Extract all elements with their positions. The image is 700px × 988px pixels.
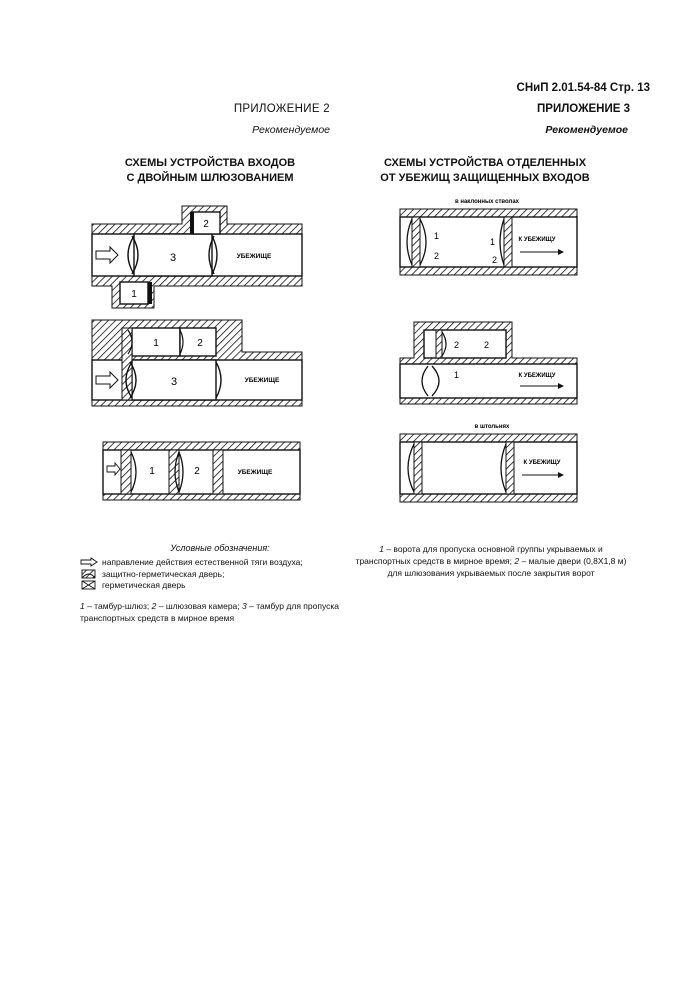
legend-item-airflow [80,557,360,567]
caption-number: 2 [151,601,157,611]
legend-item-blast-door [80,569,360,579]
double-airlock-scheme-3 [95,440,310,504]
appendix-3-caption [355,543,627,579]
shelter-label: УБЕЖИЩЕ [236,253,272,260]
shelter-label: УБЕЖИЩЕ [237,469,273,476]
legend-text: герметическая дверь [102,580,186,590]
room-label-1: 1 [153,338,159,349]
caption-text: – малые двери (0,8Х1,8 м) для шлюзования укрываемых после закрытия ворот [387,556,627,578]
room-label-1: 1 [131,289,137,300]
double-airlock-scheme-2 [82,318,312,416]
legend-heading: Условные обозначения: [170,543,270,553]
appendix-3-title-line2: ОТ УБЕЖИЩ ЗАЩИЩЕННЫХ ВХОДОВ [380,172,590,184]
legend-item-hermetic-door [80,580,360,590]
caption-number: 2 [514,556,520,566]
caption-text: – ворота для пропуска основной группы укрываемых и транспортных средств в мирное время; [355,544,603,566]
caption-number: 1 [80,601,85,611]
appendix-3-title-line1: СХЕМЫ УСТРОЙСТВА ОТДЕЛЕННЫХ [383,157,587,169]
hermetic-door-icon [80,580,98,590]
separate-entrance-scheme-1 [392,195,592,287]
to-shelter-label: К УБЕЖИЩУ [523,460,561,466]
room-label-3: 3 [169,252,177,264]
callout-1: 1 [434,231,440,241]
callout-1: 1 [454,370,460,380]
to-shelter-label: К УБЕЖИЩУ [518,237,556,243]
room-label-2: 2 [203,219,209,230]
appendix-2-status: Рекомендуемое [252,124,330,136]
double-airlock-scheme-1 [82,200,312,316]
callout-2: 2 [484,340,490,350]
caption-text: – тамбур-шлюз; [84,601,152,611]
room-label-1: 1 [149,466,155,477]
appendix-2-title-line1: СХЕМЫ УСТРОЙСТВА ВХОДОВ [124,157,296,169]
page-reference: СНиП 2.01.54-84 Стр. 13 [516,82,650,94]
to-shelter-label: К УБЕЖИЩУ [518,373,556,379]
shelter-label: УБЕЖИЩЕ [244,377,280,384]
room-label-3: 3 [170,376,178,388]
appendix-3-title [360,156,610,186]
callout-2: 2 [434,251,440,261]
separate-entrance-scheme-3 [392,420,592,508]
scheme-heading: в штольнях [474,424,510,430]
caption-text: – шлюзовая камера; [156,601,243,611]
appendix-2-caption [80,600,360,624]
airflow-arrow-icon [80,557,98,567]
room-label-2: 2 [194,466,200,477]
callout-2: 2 [454,340,460,350]
appendix-2-title-line2: С ДВОЙНЫМ ШЛЮЗОВАНИЕМ [126,172,294,184]
caption-number: 3 [242,601,247,611]
legend-text: направление действия естественной тяги воздуха; [102,557,303,567]
appendix-3-heading: ПРИЛОЖЕНИЕ 3 [537,103,630,115]
scheme-heading: в наклонных стволах [454,199,520,205]
caption-number: 1 [379,544,384,554]
separate-entrance-scheme-2 [392,320,592,410]
appendix-2-title [95,156,325,186]
callout-1: 1 [490,237,496,247]
room-label-2: 2 [197,338,203,349]
caption-text: – тамбур для пропуска транспортных средств в мирное время [80,601,339,623]
appendix-3-status: Рекомендуемое [545,124,628,136]
blast-door-icon [80,569,98,579]
appendix-2-heading: ПРИЛОЖЕНИЕ 2 [233,103,330,115]
callout-2: 2 [492,255,498,265]
legend-text: защитно-герметическая дверь; [102,569,225,579]
